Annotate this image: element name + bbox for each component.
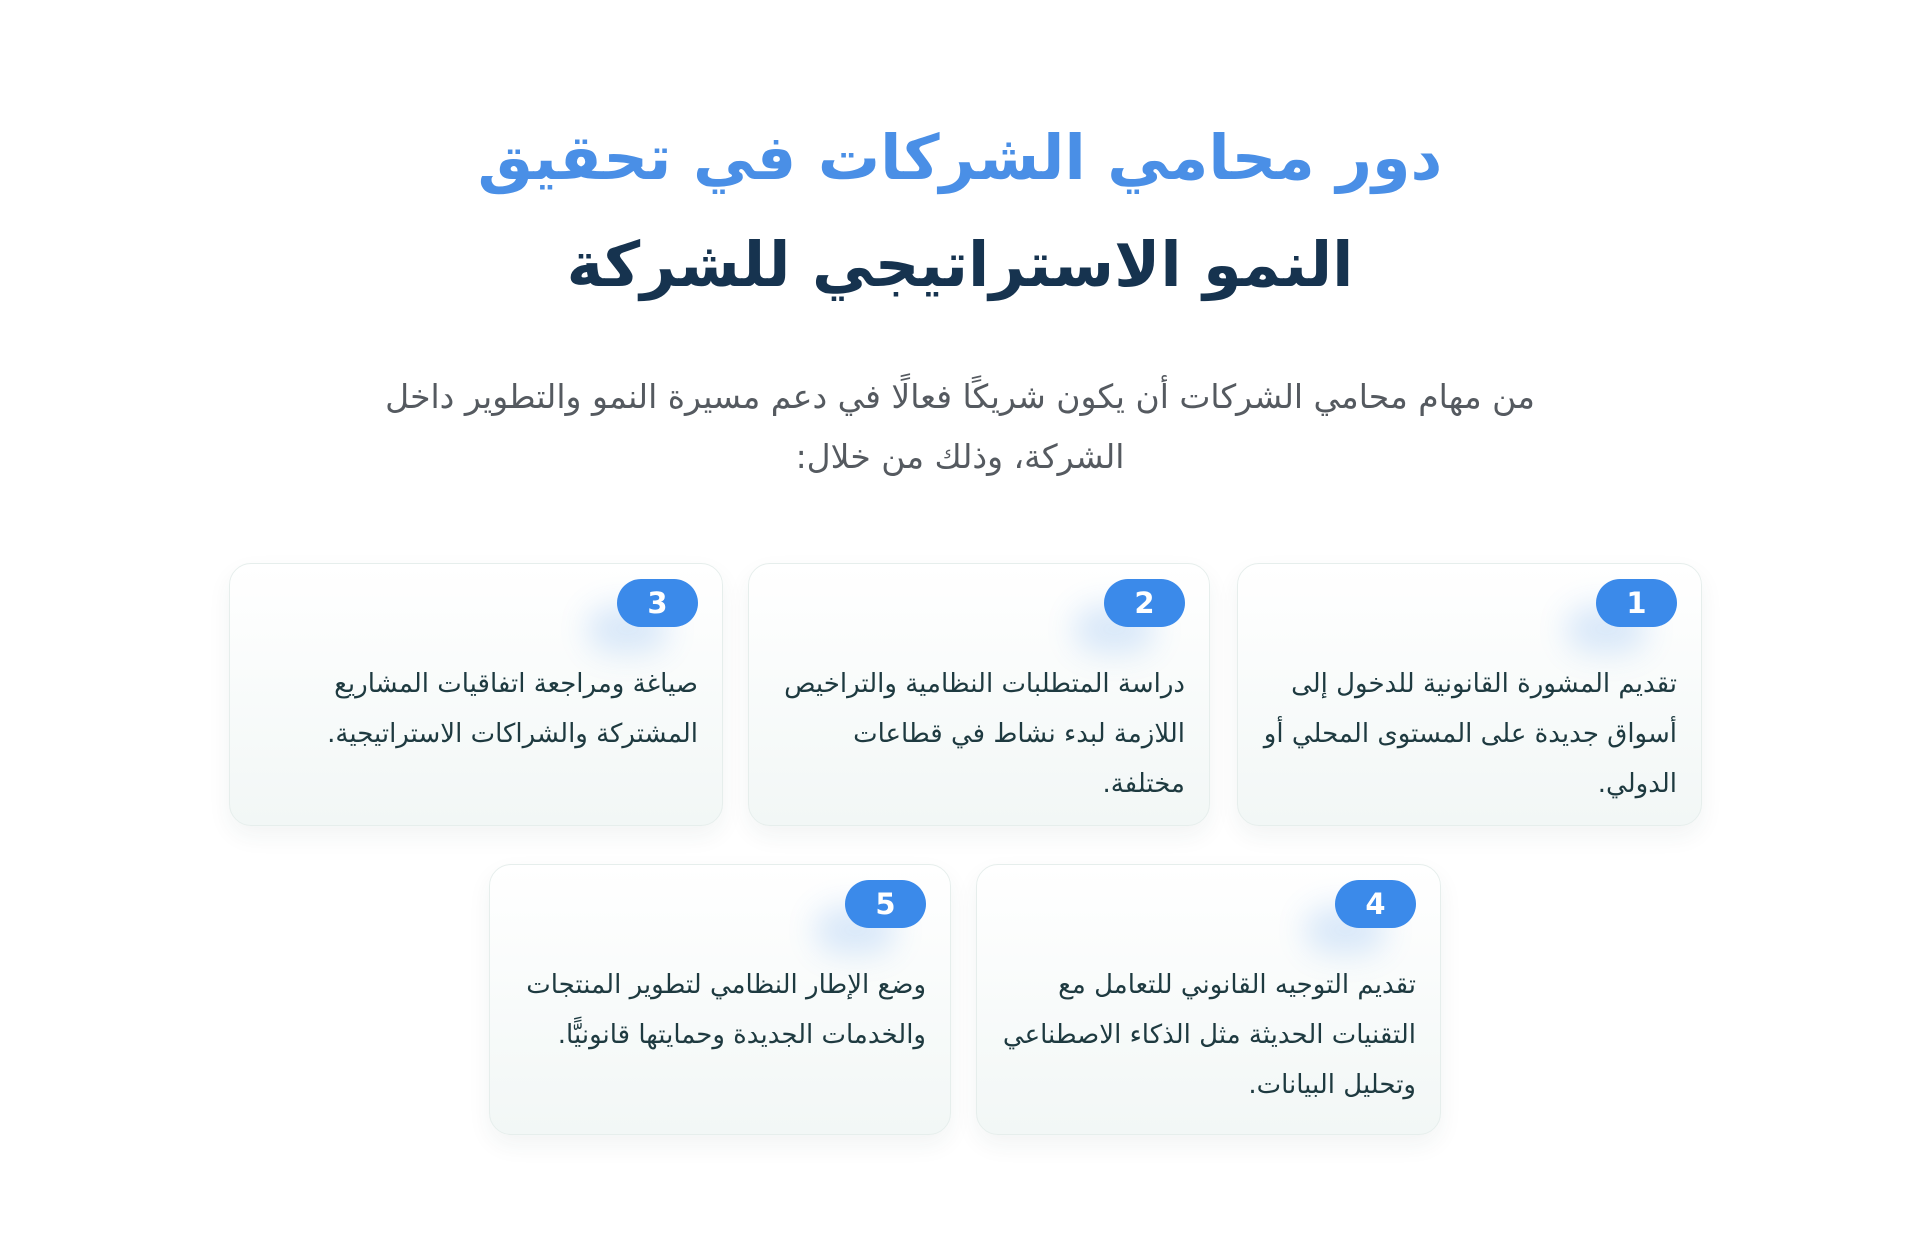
card-text: صياغة ومراجعة اتفاقيات المشاريع المشتركة والشراكات الاستراتيجية. bbox=[327, 669, 698, 749]
card-2 bbox=[748, 563, 1210, 826]
card-text: دراسة المتطلبات النظامية والتراخيص اللازمة لبدء نشاط في قطاعات مختلفة. bbox=[784, 669, 1185, 799]
intro-paragraph: من مهام محامي الشركات أن يكون شريكًا فعالًا في دعم مسيرة النمو والتطوير داخل الشركة، وذلك من خلال: bbox=[385, 377, 1535, 476]
step-number-badge: 4 bbox=[1335, 880, 1416, 928]
card-1 bbox=[1237, 563, 1702, 826]
page-title-line-1: دور محامي الشركات في تحقيق bbox=[477, 121, 1443, 194]
page-title-line-2: النمو الاستراتيجي للشركة bbox=[566, 228, 1354, 301]
step-number-badge: 5 bbox=[845, 880, 926, 928]
step-number-badge: 1 bbox=[1596, 579, 1677, 627]
card-text: تقديم التوجيه القانوني للتعامل مع التقنيات الحديثة مثل الذكاء الاصطناعي وتحليل البيانات. bbox=[1002, 970, 1416, 1100]
card-text: وضع الإطار النظامي لتطوير المنتجات والخدمات الجديدة وحمايتها قانونيًّا. bbox=[526, 970, 926, 1050]
step-number-badge: 2 bbox=[1104, 579, 1185, 627]
card-4 bbox=[976, 864, 1441, 1135]
card-text: تقديم المشورة القانونية للدخول إلى أسواق جديدة على المستوى المحلي أو الدولي. bbox=[1263, 669, 1677, 799]
step-number-badge: 3 bbox=[617, 579, 698, 627]
card-3 bbox=[229, 563, 723, 826]
card-5 bbox=[489, 864, 951, 1135]
